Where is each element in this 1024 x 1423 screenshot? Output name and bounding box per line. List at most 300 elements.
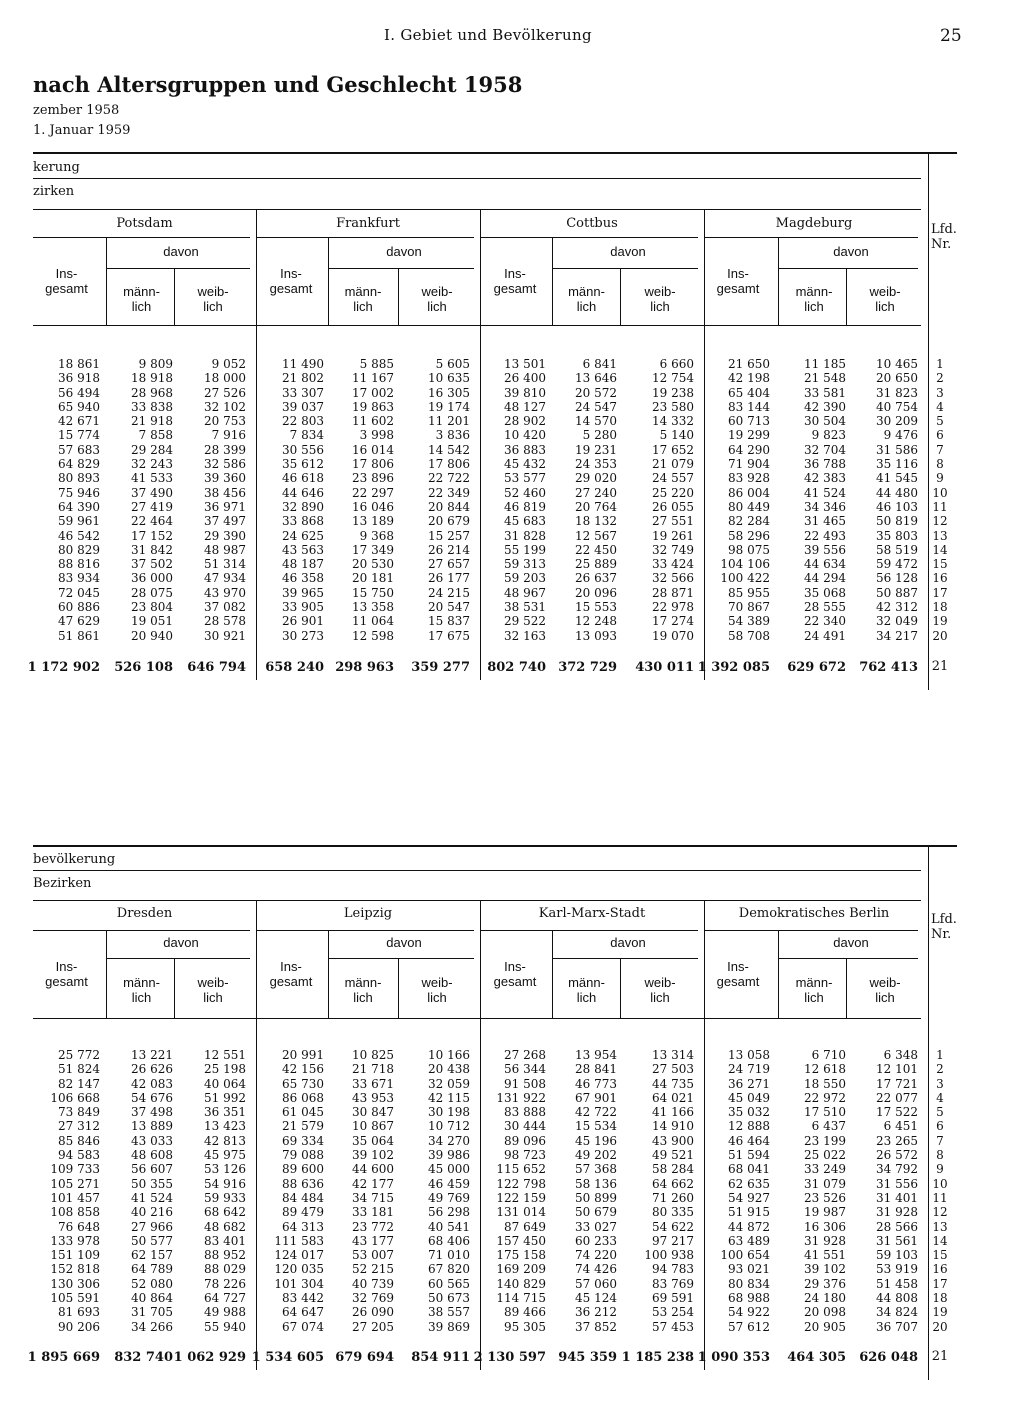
data-cell: 36 918: [58, 371, 100, 386]
data-cell: 17 510: [804, 1105, 846, 1120]
data-cell: 28 578: [204, 614, 246, 629]
data-cell: 17 652: [652, 442, 694, 457]
data-cell: 51 594: [728, 1148, 770, 1163]
data-cell: 19 238: [652, 385, 694, 400]
data-cell: 20 096: [575, 585, 617, 600]
data-cell: 80 335: [652, 1205, 694, 1220]
group-rule: [33, 870, 921, 871]
data-cell: 88 816: [58, 557, 100, 572]
data-cell: 16 014: [352, 442, 394, 457]
lfd-number: 2: [936, 1062, 944, 1077]
data-cell: 11 201: [428, 414, 470, 429]
data-cell: 56 298: [428, 1205, 470, 1220]
data-cell: 83 144: [728, 399, 770, 414]
total-cell-weiblich: 626 048: [859, 1350, 918, 1365]
data-cell: 49 769: [428, 1190, 470, 1205]
data-cell: 42 671: [58, 414, 100, 429]
data-cell: 44 646: [282, 485, 324, 500]
insgesamt-label: Ins- gesamt: [269, 959, 313, 989]
data-cell: 59 961: [58, 514, 100, 529]
data-cell: 51 992: [204, 1090, 246, 1105]
data-cell: 13 423: [204, 1119, 246, 1134]
data-cell: 67 074: [282, 1319, 324, 1334]
data-cell: 39 360: [204, 471, 246, 486]
data-cell: 22 978: [652, 600, 694, 615]
data-cell: 20 438: [428, 1062, 470, 1077]
data-cell: 12 101: [876, 1062, 918, 1077]
data-cell: 17 721: [876, 1076, 918, 1091]
data-cell: 15 750: [352, 585, 394, 600]
data-cell: 72 045: [58, 585, 100, 600]
lfd-nr-header: Lfd. Nr.: [931, 912, 957, 942]
data-cell: 22 340: [804, 614, 846, 629]
data-cell: 15 837: [428, 614, 470, 629]
data-cell: 14 542: [428, 442, 470, 457]
total-cell-weiblich: 430 011: [635, 660, 694, 675]
data-cell: 27 205: [352, 1319, 394, 1334]
data-cell: 30 198: [428, 1105, 470, 1120]
data-cell: 32 890: [282, 499, 324, 514]
data-cell: 50 679: [575, 1205, 617, 1220]
maennlich-label: männ- lich: [123, 975, 160, 1005]
data-cell: 131 014: [496, 1205, 546, 1220]
data-cell: 43 953: [352, 1090, 394, 1105]
data-cell: 16 306: [804, 1219, 846, 1234]
data-cell: 83 928: [728, 471, 770, 486]
data-cell: 39 810: [504, 385, 546, 400]
lfd-number: 8: [936, 457, 944, 472]
total-cell-maennlich: 832 740: [114, 1350, 173, 1365]
data-cell: 51 458: [876, 1276, 918, 1291]
data-cell: 33 249: [804, 1162, 846, 1177]
data-cell: 51 824: [58, 1062, 100, 1077]
table-top-rule: [33, 845, 957, 847]
data-cell: 27 503: [652, 1062, 694, 1077]
header-bottom-rule: [33, 325, 921, 326]
data-cell: 26 626: [131, 1062, 173, 1077]
data-cell: 42 312: [876, 600, 918, 615]
data-cell: 55 199: [504, 542, 546, 557]
subtitle-date-1: zember 1958: [33, 103, 120, 118]
data-cell: 82 284: [728, 514, 770, 529]
lfd-number: 18: [932, 600, 948, 615]
data-cell: 24 547: [575, 399, 617, 414]
data-cell: 83 401: [204, 1233, 246, 1248]
data-cell: 28 566: [876, 1219, 918, 1234]
data-cell: 23 772: [352, 1219, 394, 1234]
data-cell: 62 157: [131, 1248, 173, 1263]
data-cell: 34 792: [876, 1162, 918, 1177]
data-cell: 25 772: [58, 1048, 100, 1062]
data-cell: 105 591: [50, 1291, 100, 1306]
data-cell: 58 284: [652, 1162, 694, 1177]
data-cell: 31 465: [804, 514, 846, 529]
region-rule: [480, 237, 698, 238]
data-cell: 26 090: [352, 1305, 394, 1320]
data-cell: 46 459: [428, 1176, 470, 1191]
data-cell: 43 563: [282, 542, 324, 557]
region-rule: [33, 930, 250, 931]
data-cell: 29 284: [131, 442, 173, 457]
lfd-number: 19: [932, 1305, 948, 1320]
data-cell: 19 231: [575, 442, 617, 457]
data-cell: 13 058: [728, 1048, 770, 1062]
data-cell: 100 938: [644, 1248, 694, 1263]
data-cell: 17 675: [428, 628, 470, 643]
data-cell: 56 607: [131, 1162, 173, 1177]
data-column-weiblich: [606, 1048, 694, 1334]
data-cell: 40 216: [131, 1205, 173, 1220]
data-cell: 55 940: [204, 1319, 246, 1334]
data-cell: 88 952: [204, 1248, 246, 1263]
data-cell: 24 557: [652, 471, 694, 486]
data-cell: 111 583: [274, 1233, 324, 1248]
data-cell: 7 858: [138, 428, 173, 443]
data-cell: 33 581: [804, 385, 846, 400]
data-cell: 85 846: [58, 1133, 100, 1148]
weiblich-label: weib- lich: [421, 975, 453, 1005]
davon-rule: [106, 958, 250, 959]
data-cell: 12 754: [652, 371, 694, 386]
data-cell: 22 972: [804, 1090, 846, 1105]
insgesamt-label: Ins- gesamt: [269, 266, 313, 296]
weiblich-label: weib- lich: [869, 975, 901, 1005]
data-cell: 45 000: [428, 1162, 470, 1177]
data-cell: 30 504: [804, 414, 846, 429]
data-cell: 6 660: [659, 357, 694, 371]
data-cell: 39 869: [428, 1319, 470, 1334]
data-cell: 33 671: [352, 1076, 394, 1091]
lfd-number: 9: [936, 1162, 944, 1177]
data-cell: 10 712: [428, 1119, 470, 1134]
data-cell: 100 422: [720, 571, 770, 586]
data-cell: 46 103: [876, 499, 918, 514]
data-cell: 27 268: [504, 1048, 546, 1062]
data-cell: 83 442: [282, 1291, 324, 1306]
data-cell: 56 344: [504, 1062, 546, 1077]
data-cell: 115 652: [496, 1162, 546, 1177]
data-cell: 28 841: [575, 1062, 617, 1077]
data-cell: 58 296: [728, 528, 770, 543]
data-cell: 20 650: [876, 371, 918, 386]
data-cell: 80 834: [728, 1276, 770, 1291]
data-cell: 97 217: [652, 1233, 694, 1248]
data-cell: 6 451: [883, 1119, 918, 1134]
data-cell: 49 202: [575, 1148, 617, 1163]
data-cell: 28 399: [204, 442, 246, 457]
data-cell: 73 849: [58, 1105, 100, 1120]
data-cell: 131 922: [496, 1090, 546, 1105]
data-cell: 57 453: [652, 1319, 694, 1334]
data-cell: 70 867: [728, 600, 770, 615]
insgesamt-label: Ins- gesamt: [493, 266, 537, 296]
data-cell: 27 526: [204, 385, 246, 400]
data-cell: 35 064: [352, 1133, 394, 1148]
region-name: Dresden: [116, 906, 173, 921]
data-column-insgesamt: [13, 1048, 100, 1334]
data-cell: 28 871: [652, 585, 694, 600]
data-cell: 175 158: [496, 1248, 546, 1263]
davon-rule: [328, 958, 474, 959]
data-cell: 95 305: [504, 1319, 546, 1334]
data-cell: 101 304: [274, 1276, 324, 1291]
data-cell: 3 836: [435, 428, 470, 443]
data-cell: 9 823: [811, 428, 846, 443]
data-cell: 52 080: [131, 1276, 173, 1291]
data-cell: 60 713: [728, 414, 770, 429]
data-cell: 44 294: [804, 571, 846, 586]
lfd-number: 5: [936, 414, 944, 429]
data-cell: 31 823: [876, 385, 918, 400]
data-cell: 42 813: [204, 1133, 246, 1148]
data-cell: 31 828: [504, 528, 546, 543]
data-cell: 67 901: [575, 1090, 617, 1105]
data-cell: 18 918: [131, 371, 173, 386]
data-cell: 93 021: [728, 1262, 770, 1277]
data-cell: 120 035: [274, 1262, 324, 1277]
data-cell: 87 649: [504, 1219, 546, 1234]
data-cell: 47 629: [58, 614, 100, 629]
data-cell: 68 988: [728, 1291, 770, 1306]
lfd-number: 6: [936, 428, 944, 443]
data-cell: 88 636: [282, 1176, 324, 1191]
data-cell: 41 524: [131, 1190, 173, 1205]
data-cell: 15 553: [575, 600, 617, 615]
data-cell: 17 152: [131, 528, 173, 543]
data-cell: 14 910: [652, 1119, 694, 1134]
insgesamt-label: Ins- gesamt: [716, 959, 760, 989]
data-cell: 37 502: [131, 557, 173, 572]
data-cell: 13 954: [575, 1048, 617, 1062]
data-cell: 56 494: [58, 385, 100, 400]
data-cell: 45 683: [504, 514, 546, 529]
data-cell: 41 533: [131, 471, 173, 486]
lfd-number: 10: [932, 485, 948, 500]
lfd-number: 12: [932, 514, 948, 529]
data-cell: 30 444: [504, 1119, 546, 1134]
davon-label: davon: [610, 244, 646, 259]
data-cell: 44 600: [352, 1162, 394, 1177]
data-cell: 42 177: [352, 1176, 394, 1191]
davon-label: davon: [163, 935, 199, 950]
data-cell: 53 254: [652, 1305, 694, 1320]
data-cell: 54 922: [728, 1305, 770, 1320]
lfd-number: 17: [932, 1276, 948, 1291]
data-cell: 64 789: [131, 1262, 173, 1277]
data-cell: 40 864: [131, 1291, 173, 1306]
lfd-number-column: [930, 357, 950, 643]
davon-label: davon: [610, 935, 646, 950]
data-cell: 43 900: [652, 1133, 694, 1148]
data-cell: 35 032: [728, 1105, 770, 1120]
data-cell: 60 886: [58, 600, 100, 615]
data-cell: 6 437: [811, 1119, 846, 1134]
data-cell: 22 464: [131, 514, 173, 529]
data-cell: 23 804: [131, 600, 173, 615]
data-cell: 50 355: [131, 1176, 173, 1191]
data-cell: 30 209: [876, 414, 918, 429]
data-cell: 35 068: [804, 585, 846, 600]
data-cell: 58 519: [876, 542, 918, 557]
data-cell: 53 126: [204, 1162, 246, 1177]
data-cell: 130 306: [50, 1276, 100, 1291]
data-cell: 83 888: [504, 1105, 546, 1120]
davon-rule: [552, 268, 698, 269]
data-cell: 51 915: [728, 1205, 770, 1220]
data-cell: 16 046: [352, 499, 394, 514]
data-column-weiblich: [606, 357, 694, 643]
data-cell: 24 491: [804, 628, 846, 643]
lfd-number: 19: [932, 614, 948, 629]
data-cell: 10 465: [876, 357, 918, 371]
data-cell: 5 140: [659, 428, 694, 443]
total-cell-insgesamt: 1 895 669: [27, 1350, 100, 1365]
data-cell: 31 586: [876, 442, 918, 457]
data-cell: 151 109: [50, 1248, 100, 1263]
data-cell: 26 572: [876, 1148, 918, 1163]
data-cell: 133 978: [50, 1233, 100, 1248]
data-column-insgesamt: [464, 357, 546, 643]
data-cell: 58 136: [575, 1176, 617, 1191]
data-cell: 18 000: [204, 371, 246, 386]
data-cell: 31 079: [804, 1176, 846, 1191]
page-header-title: I. Gebiet und Bevölkerung: [384, 26, 592, 44]
data-cell: 23 896: [352, 471, 394, 486]
weiblich-label: weib- lich: [644, 975, 676, 1005]
data-cell: 39 556: [804, 542, 846, 557]
data-cell: 89 600: [282, 1162, 324, 1177]
region-rule: [480, 930, 698, 931]
data-cell: 18 132: [575, 514, 617, 529]
data-cell: 29 020: [575, 471, 617, 486]
region-name: Potsdam: [116, 216, 173, 231]
data-cell: 33 424: [652, 557, 694, 572]
lfd-number: 5: [936, 1105, 944, 1120]
data-cell: 30 847: [352, 1105, 394, 1120]
data-cell: 36 971: [204, 499, 246, 514]
data-cell: 20 181: [352, 571, 394, 586]
data-cell: 50 819: [876, 514, 918, 529]
data-cell: 31 561: [876, 1233, 918, 1248]
data-cell: 27 312: [58, 1119, 100, 1134]
data-cell: 64 829: [58, 457, 100, 472]
data-cell: 59 313: [504, 557, 546, 572]
maennlich-label: männ- lich: [795, 975, 833, 1005]
data-cell: 56 128: [876, 571, 918, 586]
lfd-number: 15: [932, 1248, 948, 1263]
header-bottom-rule: [33, 1018, 921, 1019]
data-cell: 50 577: [131, 1233, 173, 1248]
data-cell: 90 206: [58, 1319, 100, 1334]
data-cell: 88 029: [204, 1262, 246, 1277]
data-cell: 84 484: [282, 1190, 324, 1205]
data-cell: 38 531: [504, 600, 546, 615]
insgesamt-label: Ins- gesamt: [45, 959, 88, 989]
data-cell: 10 867: [352, 1119, 394, 1134]
data-column-maennlich: [312, 1048, 394, 1334]
data-cell: 78 226: [204, 1276, 246, 1291]
data-cell: 3 998: [359, 428, 394, 443]
data-cell: 54 622: [652, 1219, 694, 1234]
data-cell: 20 547: [428, 600, 470, 615]
data-cell: 75 946: [58, 485, 100, 500]
data-cell: 31 928: [876, 1205, 918, 1220]
data-cell: 34 217: [876, 628, 918, 643]
page-number: 25: [940, 26, 962, 46]
data-cell: 39 965: [282, 585, 324, 600]
data-cell: 40 064: [204, 1076, 246, 1091]
data-cell: 21 718: [352, 1062, 394, 1077]
data-cell: 41 551: [804, 1248, 846, 1263]
maennlich-label: männ- lich: [568, 975, 605, 1005]
data-cell: 45 049: [728, 1090, 770, 1105]
data-cell: 48 608: [131, 1148, 173, 1163]
total-cell-insgesamt: 658 240: [265, 660, 324, 675]
data-cell: 28 968: [131, 385, 173, 400]
data-cell: 54 927: [728, 1190, 770, 1205]
data-cell: 21 918: [131, 414, 173, 429]
data-cell: 44 808: [876, 1291, 918, 1306]
data-cell: 11 167: [352, 371, 394, 386]
lfd-number: 7: [936, 1133, 944, 1148]
data-cell: 69 334: [282, 1133, 324, 1148]
region-rule: [704, 930, 918, 931]
data-cell: 26 901: [282, 614, 324, 629]
data-cell: 100 654: [720, 1248, 770, 1263]
total-cell-insgesamt: 1 090 353: [697, 1350, 770, 1365]
data-cell: 12 248: [575, 614, 617, 629]
data-cell: 20 098: [804, 1305, 846, 1320]
data-cell: 57 683: [58, 442, 100, 457]
data-cell: 19 070: [652, 628, 694, 643]
data-cell: 17 002: [352, 385, 394, 400]
data-column-maennlich: [536, 1048, 617, 1334]
data-cell: 152 818: [50, 1262, 100, 1277]
lfd-number: 4: [936, 399, 944, 414]
data-cell: 21 650: [728, 357, 770, 371]
data-cell: 64 290: [728, 442, 770, 457]
region-name: Frankfurt: [336, 216, 400, 231]
data-cell: 26 400: [504, 371, 546, 386]
data-cell: 47 934: [204, 571, 246, 586]
lfd-total-number: 21: [931, 659, 949, 674]
data-column-insgesamt: [686, 357, 770, 643]
lfd-number: 7: [936, 442, 944, 457]
data-cell: 26 177: [428, 571, 470, 586]
data-cell: 23 580: [652, 399, 694, 414]
data-cell: 13 889: [131, 1119, 173, 1134]
data-cell: 98 075: [728, 542, 770, 557]
data-cell: 37 852: [575, 1319, 617, 1334]
data-cell: 17 349: [352, 542, 394, 557]
data-cell: 21 079: [652, 457, 694, 472]
lfd-number: 18: [932, 1291, 948, 1306]
data-cell: 37 497: [204, 514, 246, 529]
data-cell: 9 809: [138, 357, 173, 371]
lfd-number: 20: [932, 1319, 948, 1334]
data-cell: 86 004: [728, 485, 770, 500]
data-cell: 69 591: [652, 1291, 694, 1306]
data-cell: 71 260: [652, 1190, 694, 1205]
data-cell: 98 723: [504, 1148, 546, 1163]
table-top-rule: [33, 152, 957, 154]
data-cell: 20 679: [428, 514, 470, 529]
data-cell: 23 199: [804, 1133, 846, 1148]
total-cell-maennlich: 629 672: [787, 660, 846, 675]
data-cell: 37 490: [131, 485, 173, 500]
davon-label: davon: [386, 244, 422, 259]
data-cell: 25 198: [204, 1062, 246, 1077]
